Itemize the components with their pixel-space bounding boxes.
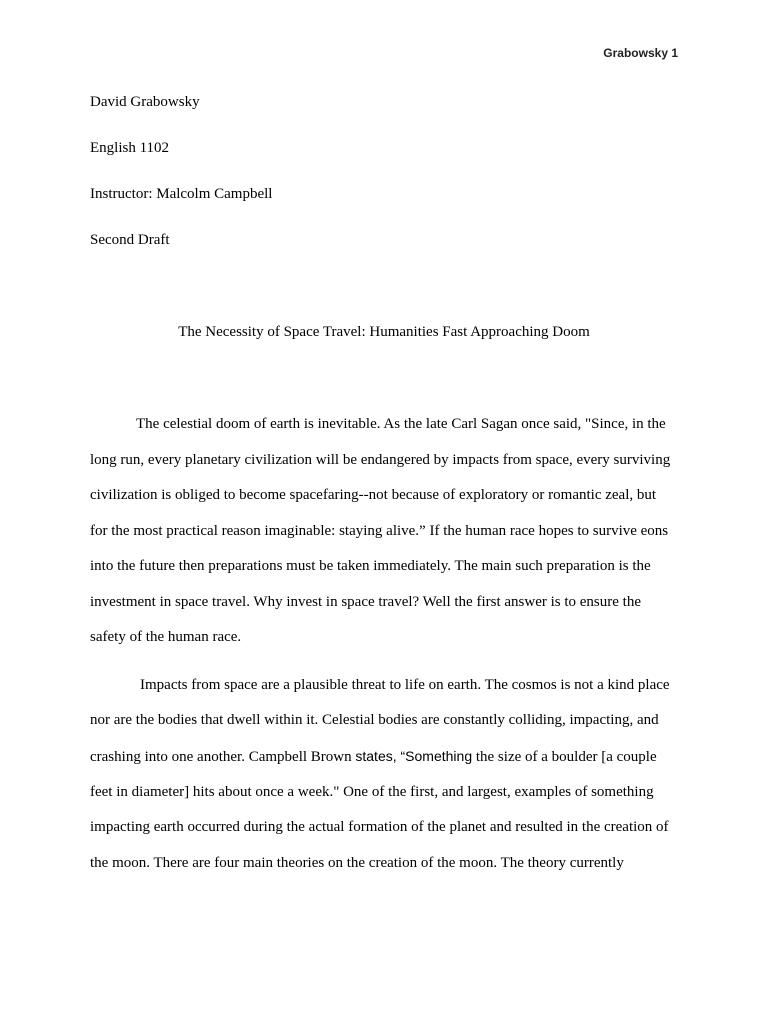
essay-title: The Necessity of Space Travel: Humanities Fast Approaching Doom	[178, 324, 590, 340]
quote-intro: states, “Something	[355, 748, 473, 764]
course-name: English 1102	[90, 140, 170, 156]
paragraph-line: long run, every planetary civilization will be endangered by impacts from space, every surviving	[90, 452, 671, 468]
running-head: Grabowsky 1	[603, 46, 678, 60]
paragraph-line: civilization is obliged to become spacefaring--not because of exploratory or romantic zeal, but	[90, 487, 657, 503]
paragraph-line: feet in diameter] hits about once a week." One of the first, and largest, examples of something	[90, 784, 654, 800]
paragraph-line: impacting earth occurred during the actual formation of the planet and resulted in the creation of	[90, 819, 669, 835]
instructor-name: Instructor: Malcolm Campbell	[90, 186, 273, 202]
paragraph-line: into the future then preparations must be taken immediately. The main such preparation is the	[90, 558, 651, 574]
paragraph-line: Impacts from space are a plausible threat to life on earth. The cosmos is not a kind place	[140, 677, 670, 693]
paragraph-line: nor are the bodies that dwell within it. Celestial bodies are constantly colliding, impacting, and	[90, 712, 659, 728]
paragraph-text: crashing into one another. Campbell Brown	[90, 749, 356, 765]
paragraph-line: safety of the human race.	[90, 629, 242, 645]
paragraph-line: for the most practical reason imaginable: staying alive.” If the human race hopes to survive eons	[90, 523, 669, 539]
paragraph-line: The celestial doom of earth is inevitable. As the late Carl Sagan once said, "Since, in the	[136, 416, 666, 432]
paragraph-line	[90, 746, 657, 767]
paragraph-line: investment in space travel. Why invest in space travel? Well the first answer is to ensure the	[90, 594, 641, 610]
paragraph-line: the moon. There are four main theories on the creation of the moon. The theory currently	[90, 855, 624, 871]
paragraph-text: the size of a boulder [a couple	[472, 749, 657, 765]
draft-label: Second Draft	[90, 232, 170, 248]
author-name: David Grabowsky	[90, 94, 200, 110]
